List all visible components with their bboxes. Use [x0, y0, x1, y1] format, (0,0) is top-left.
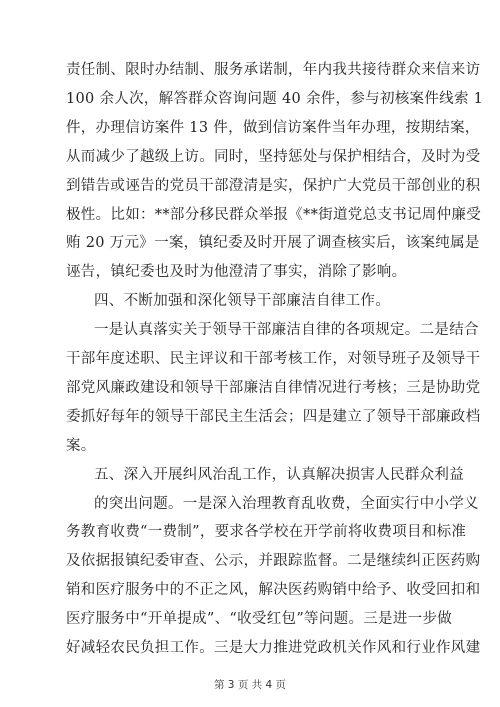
text-line-12: 部党风廉政建设和领导干部廉洁自律情况进行考核；三是协助党 — [66, 379, 481, 396]
text-line-21: 好减轻农民负担工作。三是大力推进党政机关作风和行业作风建 — [66, 640, 481, 656]
page-number-footer: 第 3 页 共 4 页 — [213, 679, 287, 691]
text-line-14: 案。 — [66, 437, 96, 454]
text-line-2: 100 余人次，解答群众咨询问题 40 余件，参与初核案件线索 1 — [66, 90, 484, 107]
text-line-20: 医疗服务中“开单提成”、“收受红包”等问题。三是进一步做 — [66, 611, 453, 628]
text-line-1: 责任制、限时办结制、服务承诺制，年内我共接待群众来信来访 — [66, 62, 481, 78]
text-line-10: 一是认真落实关于领导干部廉洁自律的各项规定。二是结合 — [94, 322, 479, 339]
text-line-18: 及依据报镇纪委审查、公示，并跟踪监督。二是继续纠正医药购 — [66, 553, 481, 570]
section-heading-4: 四、不断加强和深化领导干部廉洁自律工作。 — [94, 293, 390, 310]
text-line-16: 的突出问题。一是深入治理教育乱收费，全面实行中小学义 — [94, 495, 479, 512]
section-heading-5: 五、深入开展纠风治乱工作，认真解决损害人民群众利益 — [94, 466, 464, 483]
text-line-4: 从而减少了越级上访。同时，坚持惩处与保护相结合，及时为受 — [66, 148, 481, 165]
text-line-5: 到错告或诬告的党员干部澄清是实，保护广大党员干部创业的积 — [66, 177, 481, 194]
text-line-17: 务教育收费“一费制”，要求各学校在开学前将收费项目和标准 — [66, 524, 467, 541]
text-line-13: 委抓好每年的领导干部民主生活会；四是建立了领导干部廉政档 — [66, 408, 481, 425]
text-line-8: 诬告，镇纪委也及时为他澄清了事实，消除了影响。 — [66, 264, 407, 281]
text-line-7: 贿 20 万元》一案，镇纪委及时开展了调查核实后，该案纯属是 — [66, 235, 480, 252]
text-line-3: 件，办理信访案件 13 件，做到信访案件当年办理，按期结案， — [66, 119, 480, 136]
text-line-6: 极性。比如：**部分移民群众举报《**街道党总支书记周仲廉受 — [66, 206, 481, 223]
text-line-11: 干部年度述职、民主评议和干部考核工作，对领导班子及领导干 — [66, 351, 481, 367]
text-line-19: 销和医疗服务中的不正之风，解决医药购销中给予、收受回扣和 — [66, 582, 481, 599]
